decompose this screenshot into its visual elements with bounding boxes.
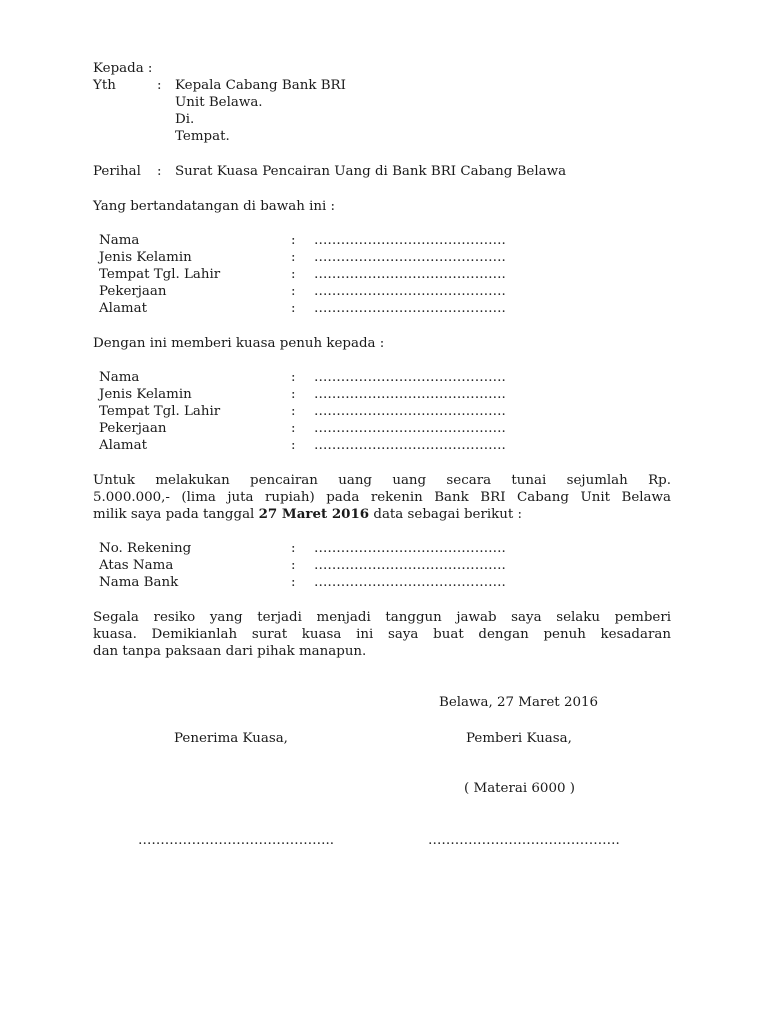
field-colon: : bbox=[291, 404, 296, 419]
field-colon: : bbox=[291, 387, 296, 402]
purpose-text: data sebagai berikut : bbox=[369, 507, 523, 522]
subject-colon: : bbox=[157, 164, 162, 179]
field-blank: ……………………………………. bbox=[314, 370, 506, 385]
field-blank: ……………………………………. bbox=[314, 284, 506, 299]
recipient-line: Di. bbox=[175, 112, 195, 127]
field-label: Jenis Kelamin bbox=[99, 387, 192, 402]
purpose-text: milik saya pada tanggal bbox=[93, 507, 259, 522]
stamp-label: ( Materai 6000 ) bbox=[464, 781, 575, 796]
field-label: Jenis Kelamin bbox=[99, 250, 192, 265]
field-blank: ……………………………………. bbox=[314, 575, 506, 590]
purpose-line-3 bbox=[93, 506, 522, 523]
field-label: Nama Bank bbox=[99, 575, 179, 590]
field-blank: ……………………………………. bbox=[314, 421, 506, 436]
field-label: Alamat bbox=[99, 438, 147, 453]
closing-line-3: dan tanpa paksaan dari pihak manapun. bbox=[93, 644, 367, 659]
place-date: Belawa, 27 Maret 2016 bbox=[439, 695, 599, 710]
field-label: No. Rekening bbox=[99, 541, 192, 556]
giver-label: Pemberi Kuasa, bbox=[466, 731, 572, 746]
recipient-line: Kepala Cabang Bank BRI bbox=[175, 78, 346, 93]
closing-line-2: kuasa. Demikianlah surat kuasa ini saya buat dengan penuh kesadaran bbox=[93, 627, 671, 642]
field-blank: ……………………………………. bbox=[314, 250, 506, 265]
field-colon: : bbox=[291, 438, 296, 453]
recipient-line: Tempat. bbox=[175, 129, 230, 144]
intro-receiver: Dengan ini memberi kuasa penuh kepada : bbox=[93, 336, 385, 351]
field-blank: ……………………………………. bbox=[314, 301, 506, 316]
giver-signature-line: ……………………………………. bbox=[428, 833, 620, 848]
field-label: Alamat bbox=[99, 301, 147, 316]
field-label: Pekerjaan bbox=[99, 421, 167, 436]
field-blank: ……………………………………. bbox=[314, 404, 506, 419]
field-blank: ……………………………………. bbox=[314, 438, 506, 453]
receiver-signature-line: …………………………………….. bbox=[138, 833, 334, 848]
field-colon: : bbox=[291, 558, 296, 573]
field-colon: : bbox=[291, 541, 296, 556]
field-label: Atas Nama bbox=[99, 558, 174, 573]
recipient-line: Unit Belawa. bbox=[175, 95, 263, 110]
field-label: Nama bbox=[99, 370, 140, 385]
field-colon: : bbox=[291, 421, 296, 436]
field-label: Pekerjaan bbox=[99, 284, 167, 299]
subject-label: Perihal bbox=[93, 164, 141, 179]
purpose-line-1: Untuk melakukan pencairan uang uang secara tunai sejumlah Rp. bbox=[93, 473, 671, 488]
field-blank: ……………………………………. bbox=[314, 541, 506, 556]
field-label: Nama bbox=[99, 233, 140, 248]
field-label: Tempat Tgl. Lahir bbox=[99, 267, 221, 282]
field-label: Tempat Tgl. Lahir bbox=[99, 404, 221, 419]
field-colon: : bbox=[291, 250, 296, 265]
yth-label: Yth bbox=[93, 78, 116, 93]
field-blank: ……………………………………. bbox=[314, 233, 506, 248]
field-colon: : bbox=[291, 284, 296, 299]
field-colon: : bbox=[291, 233, 296, 248]
field-blank: ……………………………………. bbox=[314, 558, 506, 573]
purpose-line-2: 5.000.000,- (lima juta rupiah) pada rekenin Bank BRI Cabang Unit Belawa bbox=[93, 490, 671, 505]
receiver-label: Penerima Kuasa, bbox=[174, 731, 288, 746]
yth-colon: : bbox=[157, 78, 162, 93]
kepada-label: Kepada : bbox=[93, 61, 153, 76]
field-colon: : bbox=[291, 267, 296, 282]
subject-text: Surat Kuasa Pencairan Uang di Bank BRI Cabang Belawa bbox=[175, 164, 567, 179]
intro-signer: Yang bertandatangan di bawah ini : bbox=[93, 199, 336, 214]
field-blank: ……………………………………. bbox=[314, 387, 506, 402]
field-colon: : bbox=[291, 370, 296, 385]
purpose-date: 27 Maret 2016 bbox=[258, 506, 370, 522]
closing-line-1: Segala resiko yang terjadi menjadi tanggun jawab saya selaku pemberi bbox=[93, 610, 671, 625]
field-colon: : bbox=[291, 301, 296, 316]
field-colon: : bbox=[291, 575, 296, 590]
field-blank: ……………………………………. bbox=[314, 267, 506, 282]
